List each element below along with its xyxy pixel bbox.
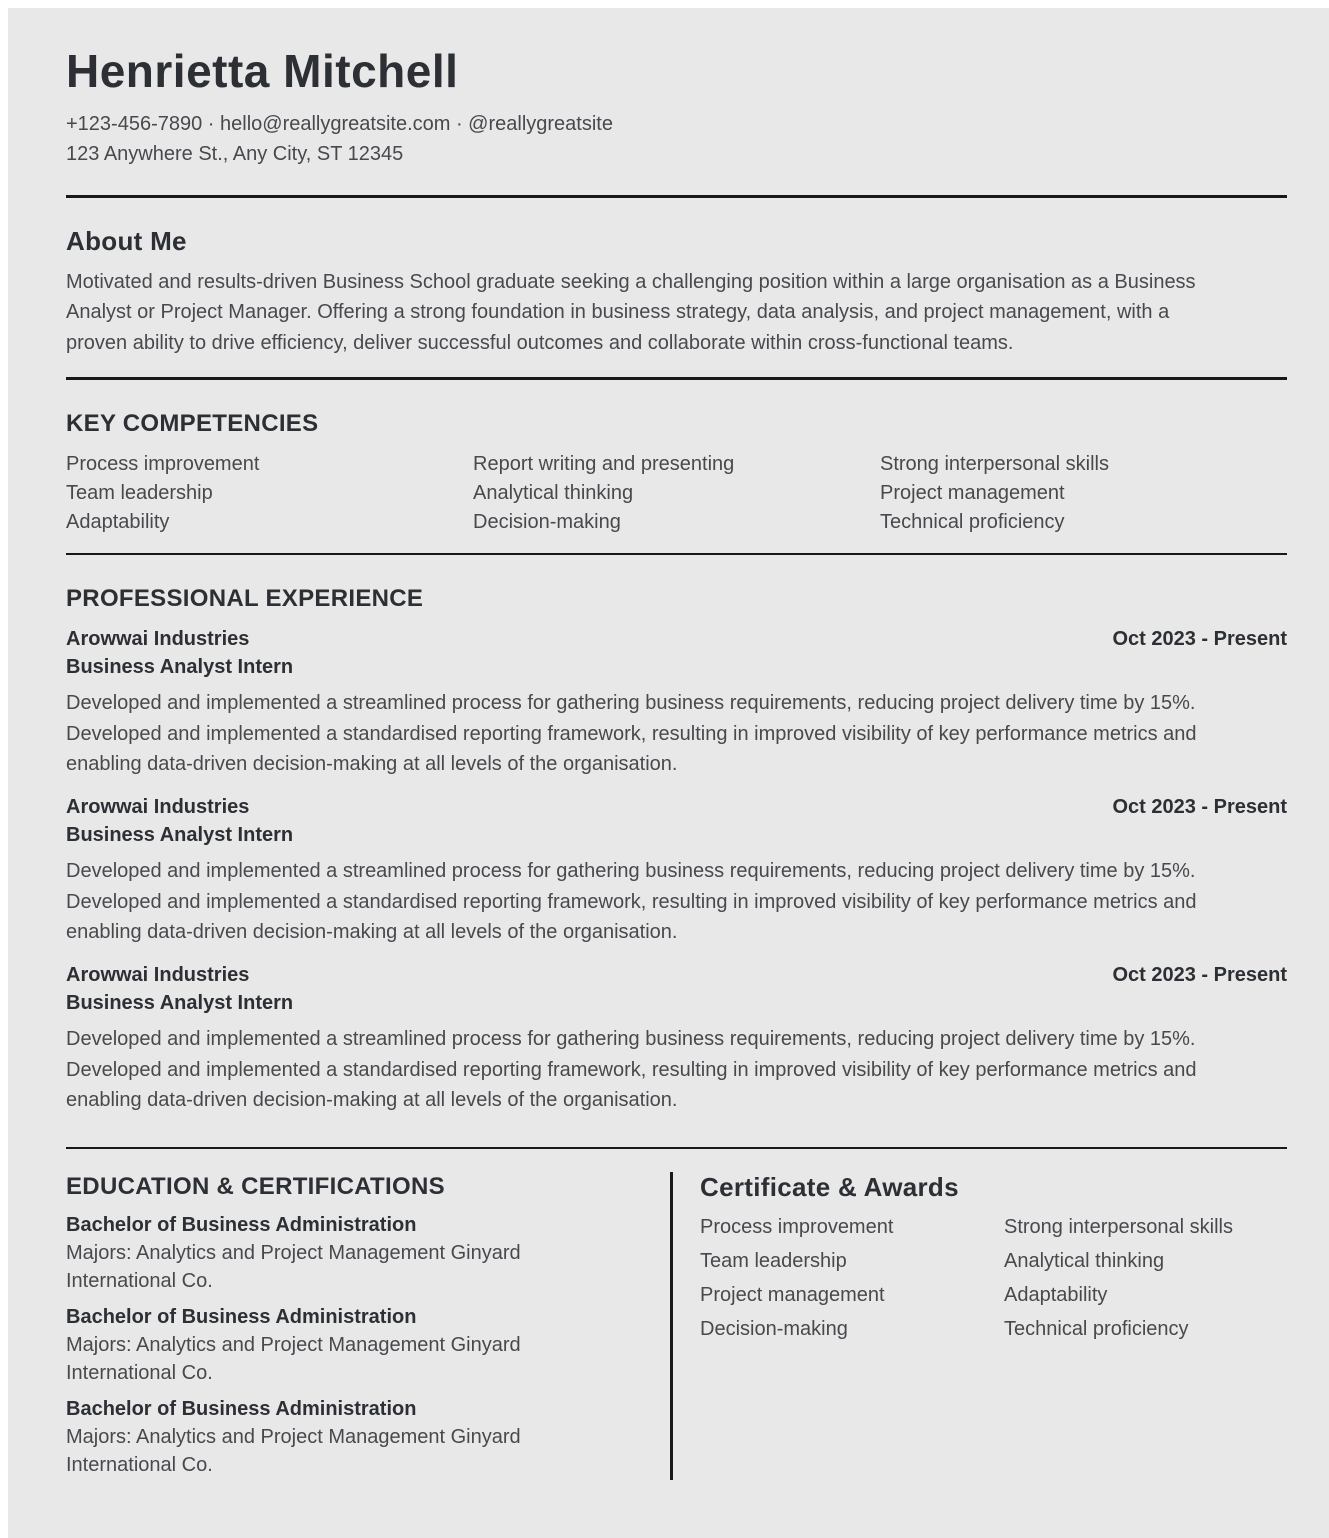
award-item: Process improvement xyxy=(700,1216,894,1238)
experience-title: PROFESSIONAL EXPERIENCE xyxy=(66,585,424,612)
competencies-column-3 xyxy=(880,450,1287,537)
competencies-grid xyxy=(66,450,1287,537)
job-description: Developed and implemented a streamlined process for gathering business requirements, reducing project delivery time by 15%. Developed and implemented a standardised reporting framework, resulting in improved visibility of key performance metrics and enabling data-driven decision-making at all levels of the organisation. xyxy=(66,1028,1197,1111)
degree-name: Bachelor of Business Administration xyxy=(66,1214,417,1236)
degree-detail: Majors: Analytics and Project Management Ginyard International Co. xyxy=(66,1334,521,1384)
degree-detail: Majors: Analytics and Project Management Ginyard International Co. xyxy=(66,1242,521,1292)
contact-line-address: 123 Anywhere St., Any City, ST 12345 xyxy=(66,143,404,165)
degree-name: Bachelor of Business Administration xyxy=(66,1398,417,1420)
person-name: Henrietta Mitchell xyxy=(66,45,459,97)
education-title: EDUCATION & CERTIFICATIONS xyxy=(66,1173,445,1200)
education-entry xyxy=(66,1303,630,1387)
resume-header xyxy=(66,45,1287,169)
competencies-column-2 xyxy=(473,450,880,537)
education-entry xyxy=(66,1395,630,1479)
company-name: Arowwai Industries xyxy=(66,796,250,818)
experience-entry xyxy=(66,961,1287,1116)
resume-page xyxy=(8,8,1329,1538)
experience-entry xyxy=(66,625,1287,780)
awards-column-2 xyxy=(1004,1210,1287,1346)
competency-item: Adaptability xyxy=(66,510,170,533)
awards-title: Certificate & Awards xyxy=(700,1172,959,1202)
about-paragraph: Motivated and results-driven Business School graduate seeking a challenging position within a large organisation as a Business Analyst or Project Manager. Offering a strong foundation in business strategy, data analysis, and project management, with a proven ability to drive efficiency, deliver successful outcomes and collaborate within cross-functional teams. xyxy=(66,270,1196,354)
contact-block xyxy=(66,109,1287,169)
competencies-section xyxy=(66,409,1287,537)
section-divider xyxy=(66,553,1287,556)
awards-section xyxy=(673,1172,1287,1480)
competency-item: Technical proficiency xyxy=(880,510,1065,533)
award-item: Analytical thinking xyxy=(1004,1250,1165,1272)
competency-item: Process improvement xyxy=(66,452,260,475)
about-section xyxy=(66,226,1287,359)
competency-item: Strong interpersonal skills xyxy=(880,452,1109,475)
experience-section xyxy=(66,584,1287,1116)
award-item: Decision-making xyxy=(700,1318,848,1340)
date-range: Oct 2023 - Present xyxy=(1112,964,1287,986)
award-item: Strong interpersonal skills xyxy=(1004,1216,1233,1238)
award-item: Team leadership xyxy=(700,1250,847,1272)
section-divider xyxy=(66,1147,1287,1150)
job-title: Business Analyst Intern xyxy=(66,992,294,1014)
competencies-column-1 xyxy=(66,450,473,537)
degree-detail: Majors: Analytics and Project Management Ginyard International Co. xyxy=(66,1426,521,1476)
date-range: Oct 2023 - Present xyxy=(1112,796,1287,818)
experience-entries xyxy=(66,625,1287,1116)
company-name: Arowwai Industries xyxy=(66,964,250,986)
section-divider xyxy=(66,195,1287,198)
award-item: Project management xyxy=(700,1284,885,1306)
job-title: Business Analyst Intern xyxy=(66,656,294,678)
competency-item: Team leadership xyxy=(66,481,213,504)
experience-entry-header xyxy=(66,961,1287,989)
competency-item: Decision-making xyxy=(473,510,621,533)
experience-entry-header xyxy=(66,625,1287,653)
competency-item: Report writing and presenting xyxy=(473,452,735,475)
degree-name: Bachelor of Business Administration xyxy=(66,1306,417,1328)
job-title: Business Analyst Intern xyxy=(66,824,294,846)
job-description: Developed and implemented a streamlined process for gathering business requirements, reducing project delivery time by 15%. Developed and implemented a standardised reporting framework, resulting in improved visibility of key performance metrics and enabling data-driven decision-making at all levels of the organisation. xyxy=(66,860,1197,943)
company-name: Arowwai Industries xyxy=(66,628,250,650)
award-item: Technical proficiency xyxy=(1004,1318,1189,1340)
awards-column-1 xyxy=(700,1210,1004,1346)
education-section xyxy=(66,1172,673,1480)
contact-line-phone-email: +123-456-7890 · hello@reallygreatsite.com · @reallygreatsite xyxy=(66,113,613,135)
competencies-title: KEY COMPETENCIES xyxy=(66,409,319,437)
about-title: About Me xyxy=(66,225,187,256)
award-item: Adaptability xyxy=(1004,1284,1108,1306)
awards-grid xyxy=(700,1210,1287,1346)
section-divider xyxy=(66,377,1287,380)
experience-entry-header xyxy=(66,793,1287,821)
experience-entry xyxy=(66,793,1287,948)
competency-item: Project management xyxy=(880,481,1065,504)
resume-content xyxy=(8,8,1329,1480)
competency-item: Analytical thinking xyxy=(473,481,634,504)
bottom-columns xyxy=(66,1172,1287,1480)
date-range: Oct 2023 - Present xyxy=(1112,628,1287,650)
education-entry xyxy=(66,1211,630,1295)
job-description: Developed and implemented a streamlined process for gathering business requirements, reducing project delivery time by 15%. Developed and implemented a standardised reporting framework, resulting in improved visibility of key performance metrics and enabling data-driven decision-making at all levels of the organisation. xyxy=(66,692,1197,775)
